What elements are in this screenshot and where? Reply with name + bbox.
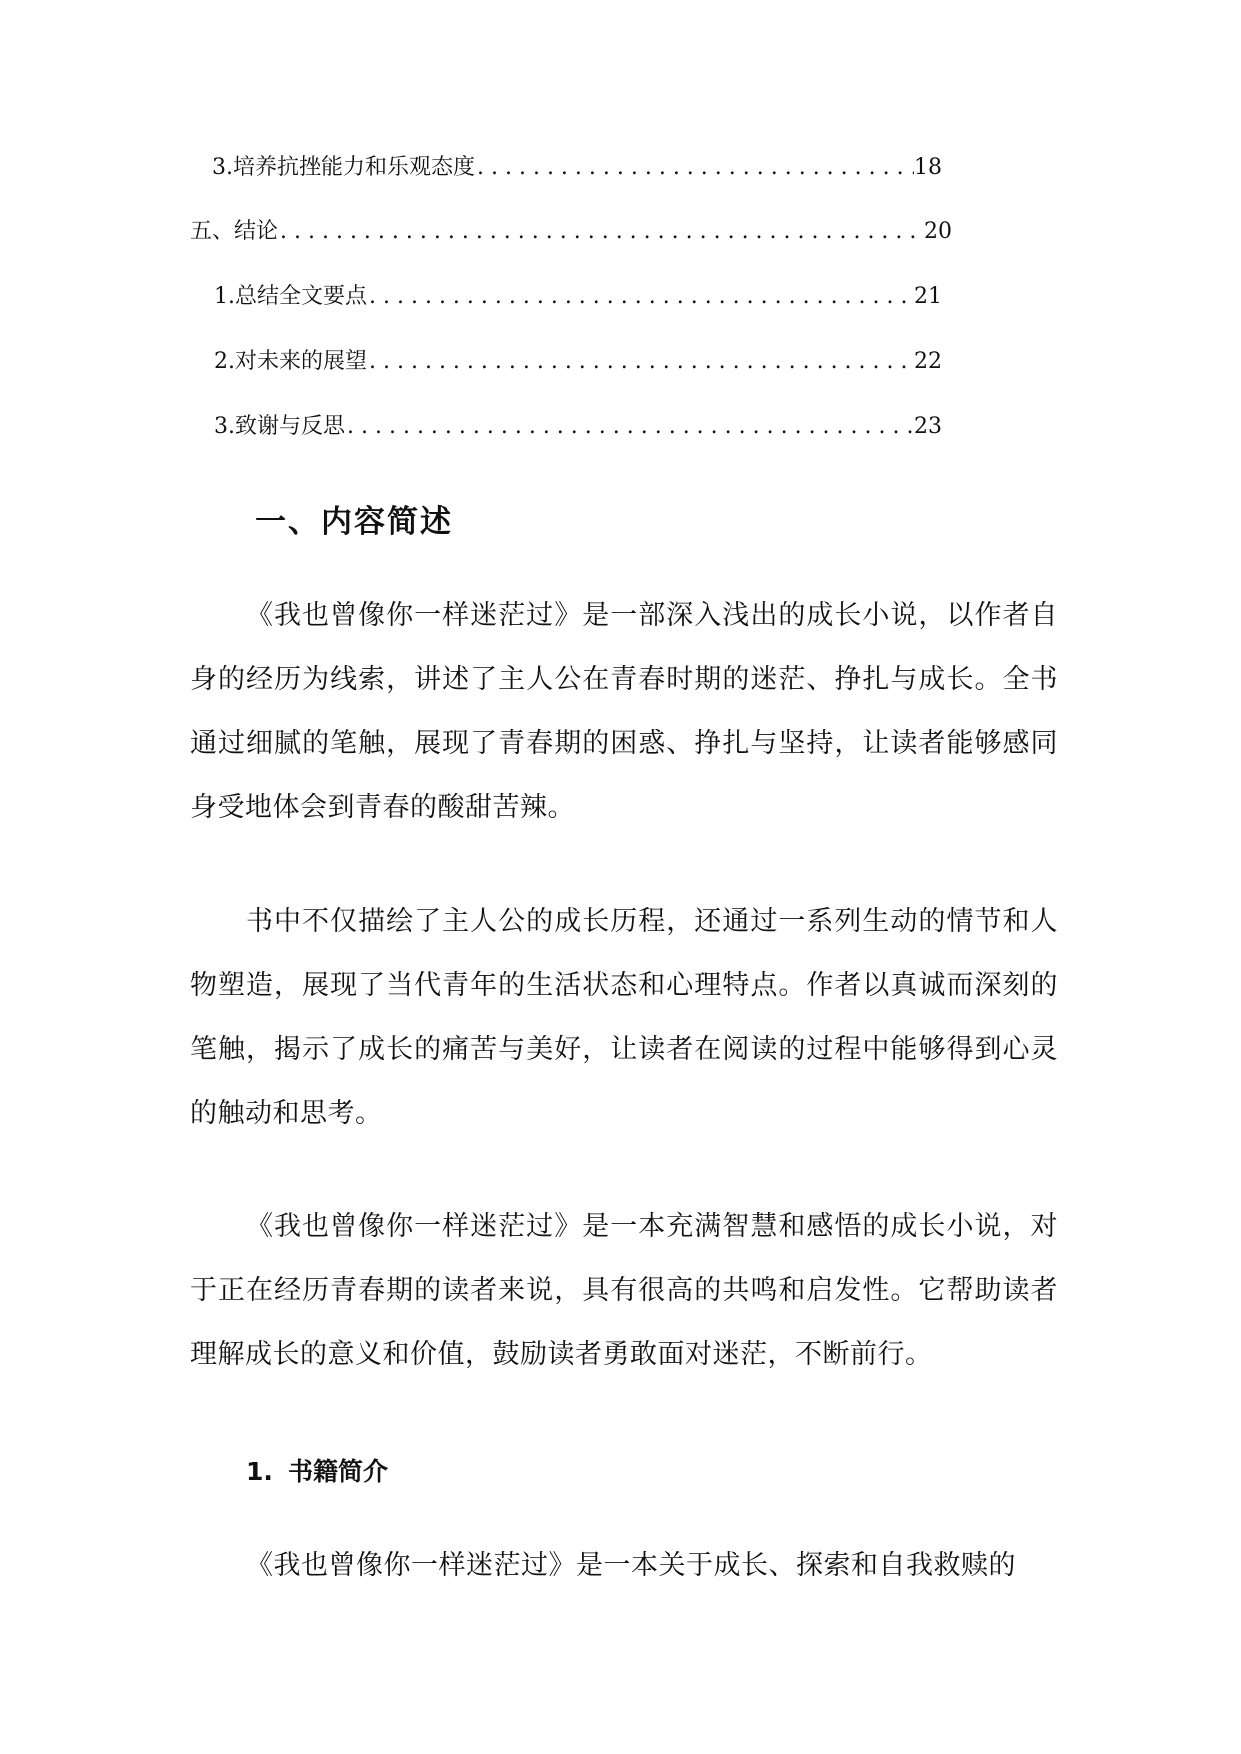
body-paragraph: 《我也曾像你一样迷茫过》是一本充满智慧和感悟的成长小说，对于正在经历青春期的读者来说，具有很高的共鸣和启发性。它帮助读者理解成长的意义和价值，鼓励读者勇敢面对迷茫，不断前行。 — [190, 1211, 1058, 1370]
toc-entry-title: 五、结论 — [190, 219, 279, 244]
subsection-heading — [246, 1456, 388, 1488]
toc-entry-number: 1. — [214, 284, 235, 309]
toc-entry[interactable] — [212, 154, 942, 182]
body-paragraph: 《我也曾像你一样迷茫过》是一部深入浅出的成长小说，以作者自身的经历为线索，讲述了主人公在青春时期的迷茫、挣扎与成长。全书通过细腻的笔触，展现了青春期的困惑、挣扎与坚持，让读者能够感同身受地体会到青春的酸甜苦辣。 — [190, 600, 1058, 823]
toc-leader-dots — [475, 154, 914, 182]
toc-entry-title: 对未来的展望 — [235, 349, 368, 374]
toc-leader-dots — [345, 413, 914, 441]
toc-entry-page: 21 — [914, 284, 942, 309]
toc-entry-page: 22 — [914, 349, 942, 374]
toc-entry-page: 18 — [914, 155, 942, 180]
toc-entry[interactable] — [214, 283, 942, 311]
toc-entry-title: 致谢与反思 — [235, 414, 346, 439]
toc-leader-dots — [278, 218, 924, 246]
toc-entry[interactable] — [214, 413, 942, 441]
toc-leader-dots — [367, 348, 914, 376]
toc-entry-title: 总结全文要点 — [235, 284, 368, 309]
toc-entry[interactable] — [190, 218, 952, 246]
subsection-number: 1. — [246, 1457, 273, 1486]
toc-entry-title: 培养抗挫能力和乐观态度 — [233, 155, 476, 180]
subsection-title: 书籍简介 — [288, 1457, 389, 1486]
section-heading: 一、内容简述 — [255, 504, 453, 540]
toc-entry-number: 3. — [212, 155, 233, 180]
toc-entry-number: 2. — [214, 349, 235, 374]
body-paragraph: 《我也曾像你一样迷茫过》是一本关于成长、探索和自我救赎的 — [246, 1550, 1016, 1581]
toc-leader-dots — [367, 283, 914, 311]
toc-entry-number: 3. — [214, 414, 235, 439]
toc-entry-page: 20 — [924, 219, 952, 244]
toc-entry[interactable] — [214, 348, 942, 376]
body-paragraph: 书中不仅描绘了主人公的成长历程，还通过一系列生动的情节和人物塑造，展现了当代青年的生活状态和心理特点。作者以真诚而深刻的笔触，揭示了成长的痛苦与美好，让读者在阅读的过程中能够得到心灵的触动和思考。 — [190, 906, 1058, 1129]
toc-entry-page: 23 — [914, 414, 942, 439]
